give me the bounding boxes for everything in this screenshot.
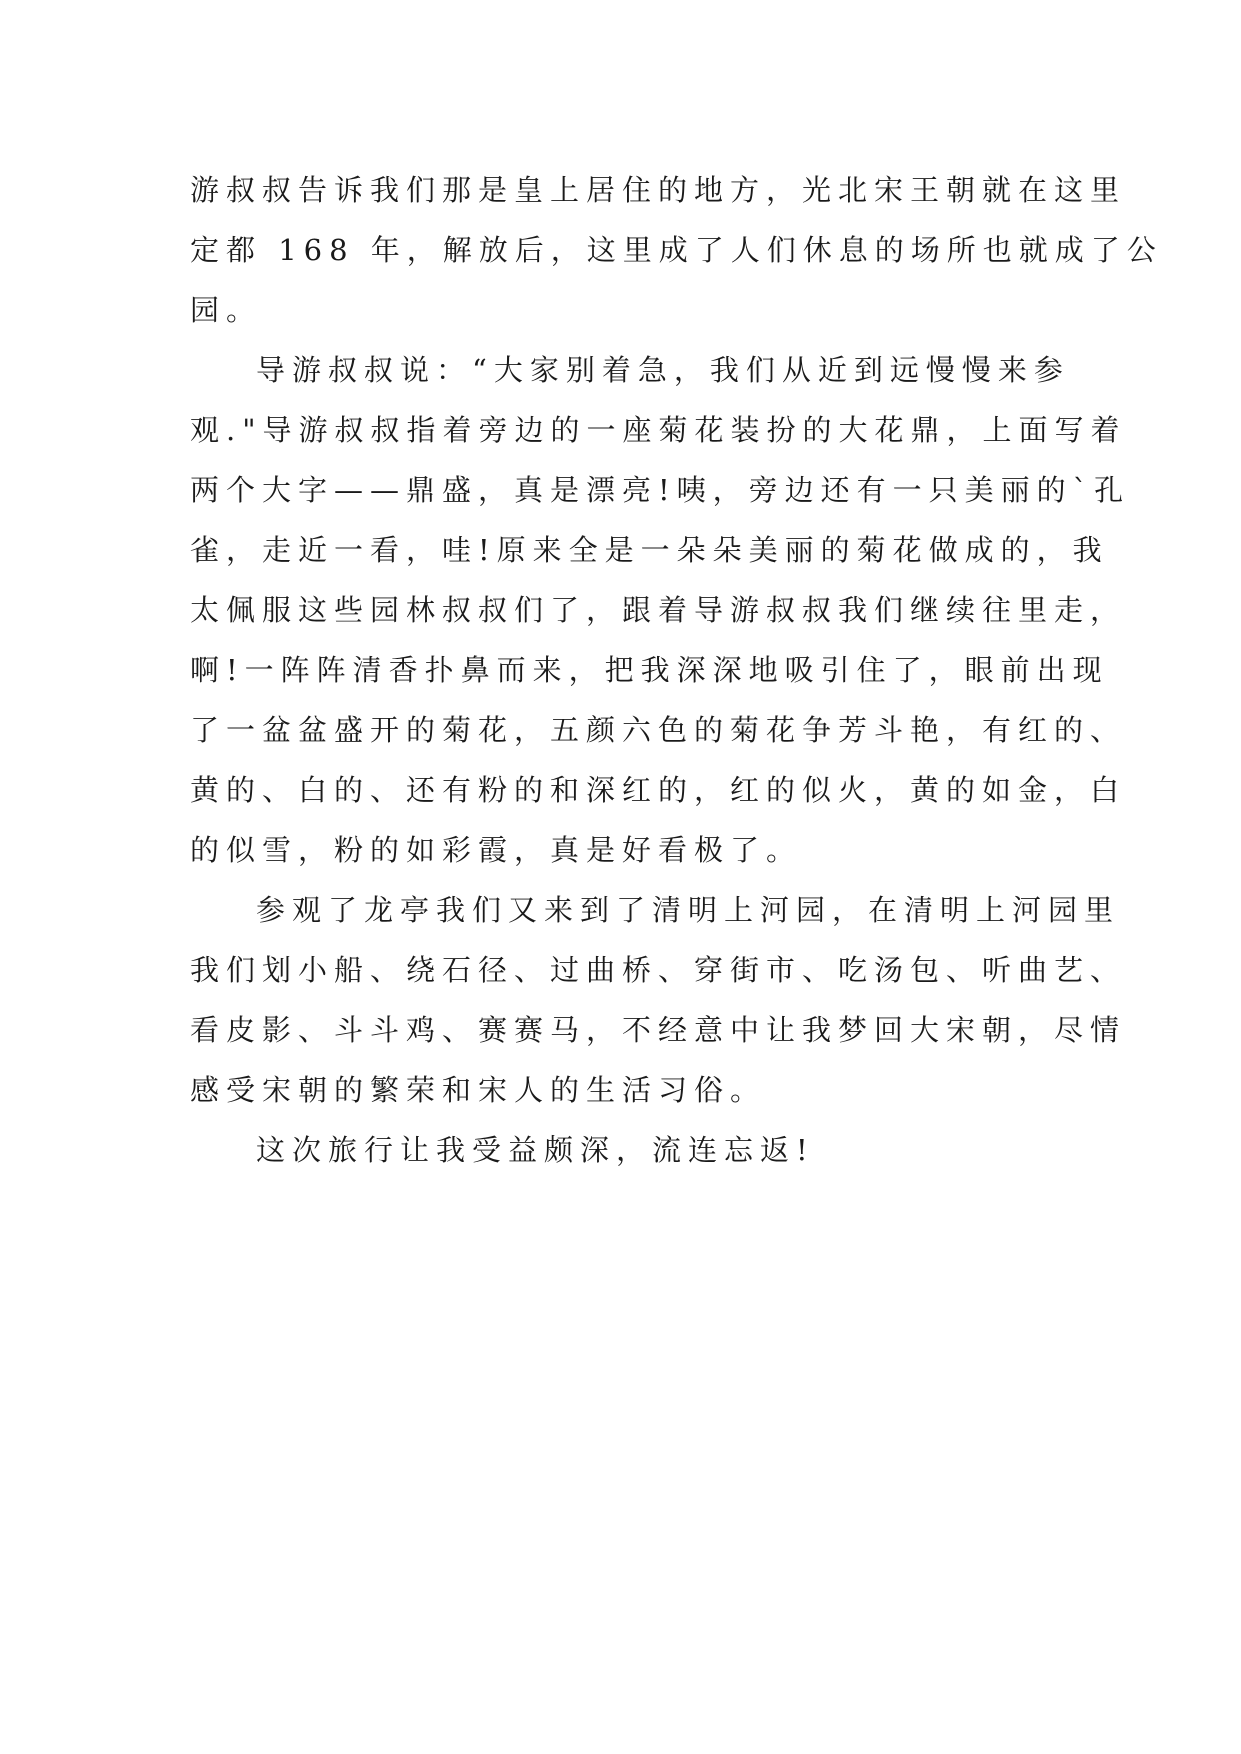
paragraph-line: 我们划小船、绕石径、过曲桥、穿街市、吃汤包、听曲艺、: [190, 953, 1127, 987]
paragraph-line: 的似雪，粉的如彩霞，真是好看极了。: [190, 833, 803, 867]
paragraph-line: 雀，走近一看，哇!原来全是一朵朵美丽的菊花做成的，我: [190, 533, 1109, 567]
paragraph-line: 看皮影、斗斗鸡、赛赛马，不经意中让我梦回大宋朝，尽情: [190, 1013, 1127, 1047]
paragraph-2: [190, 340, 1131, 880]
paragraph-line: 感受宋朝的繁荣和宋人的生活习俗。: [190, 1073, 767, 1107]
paragraph-line: 导游叔叔说：“大家别着急，我们从近到远慢慢来参: [256, 353, 1070, 387]
paragraph-line: 定都 168 年，解放后，这里成了人们休息的场所也就成了公: [190, 233, 1163, 267]
paragraph-4: [190, 1120, 1070, 1180]
document-body: [190, 160, 1163, 1180]
paragraph-line: 啊!一阵阵清香扑鼻而来，把我深深地吸引住了，眼前出现: [190, 653, 1109, 687]
paragraph-line: 园。: [190, 293, 263, 327]
paragraph-line: 这次旅行让我受益颇深，流连忘返!: [256, 1133, 815, 1167]
paragraph-3: [190, 880, 1127, 1120]
paragraph-line: 观."导游叔叔指着旁边的一座菊花装扮的大花鼎，上面写着: [190, 413, 1127, 447]
paragraph-line: 了一盆盆盛开的菊花，五颜六色的菊花争芳斗艳，有红的、: [190, 713, 1127, 747]
paragraph-1: [190, 160, 1163, 340]
paragraph-line: 太佩服这些园林叔叔们了，跟着导游叔叔我们继续往里走，: [190, 593, 1127, 627]
paragraph-line: 黄的、白的、还有粉的和深红的，红的似火，黄的如金，白: [190, 773, 1127, 807]
paragraph-line: 两个大字——鼎盛，真是漂亮!咦，旁边还有一只美丽的`孔: [190, 473, 1131, 507]
paragraph-line: 参观了龙亭我们又来到了清明上河园，在清明上河园里: [256, 893, 1121, 927]
paragraph-line: 游叔叔告诉我们那是皇上居住的地方，光北宋王朝就在这里: [190, 173, 1127, 207]
